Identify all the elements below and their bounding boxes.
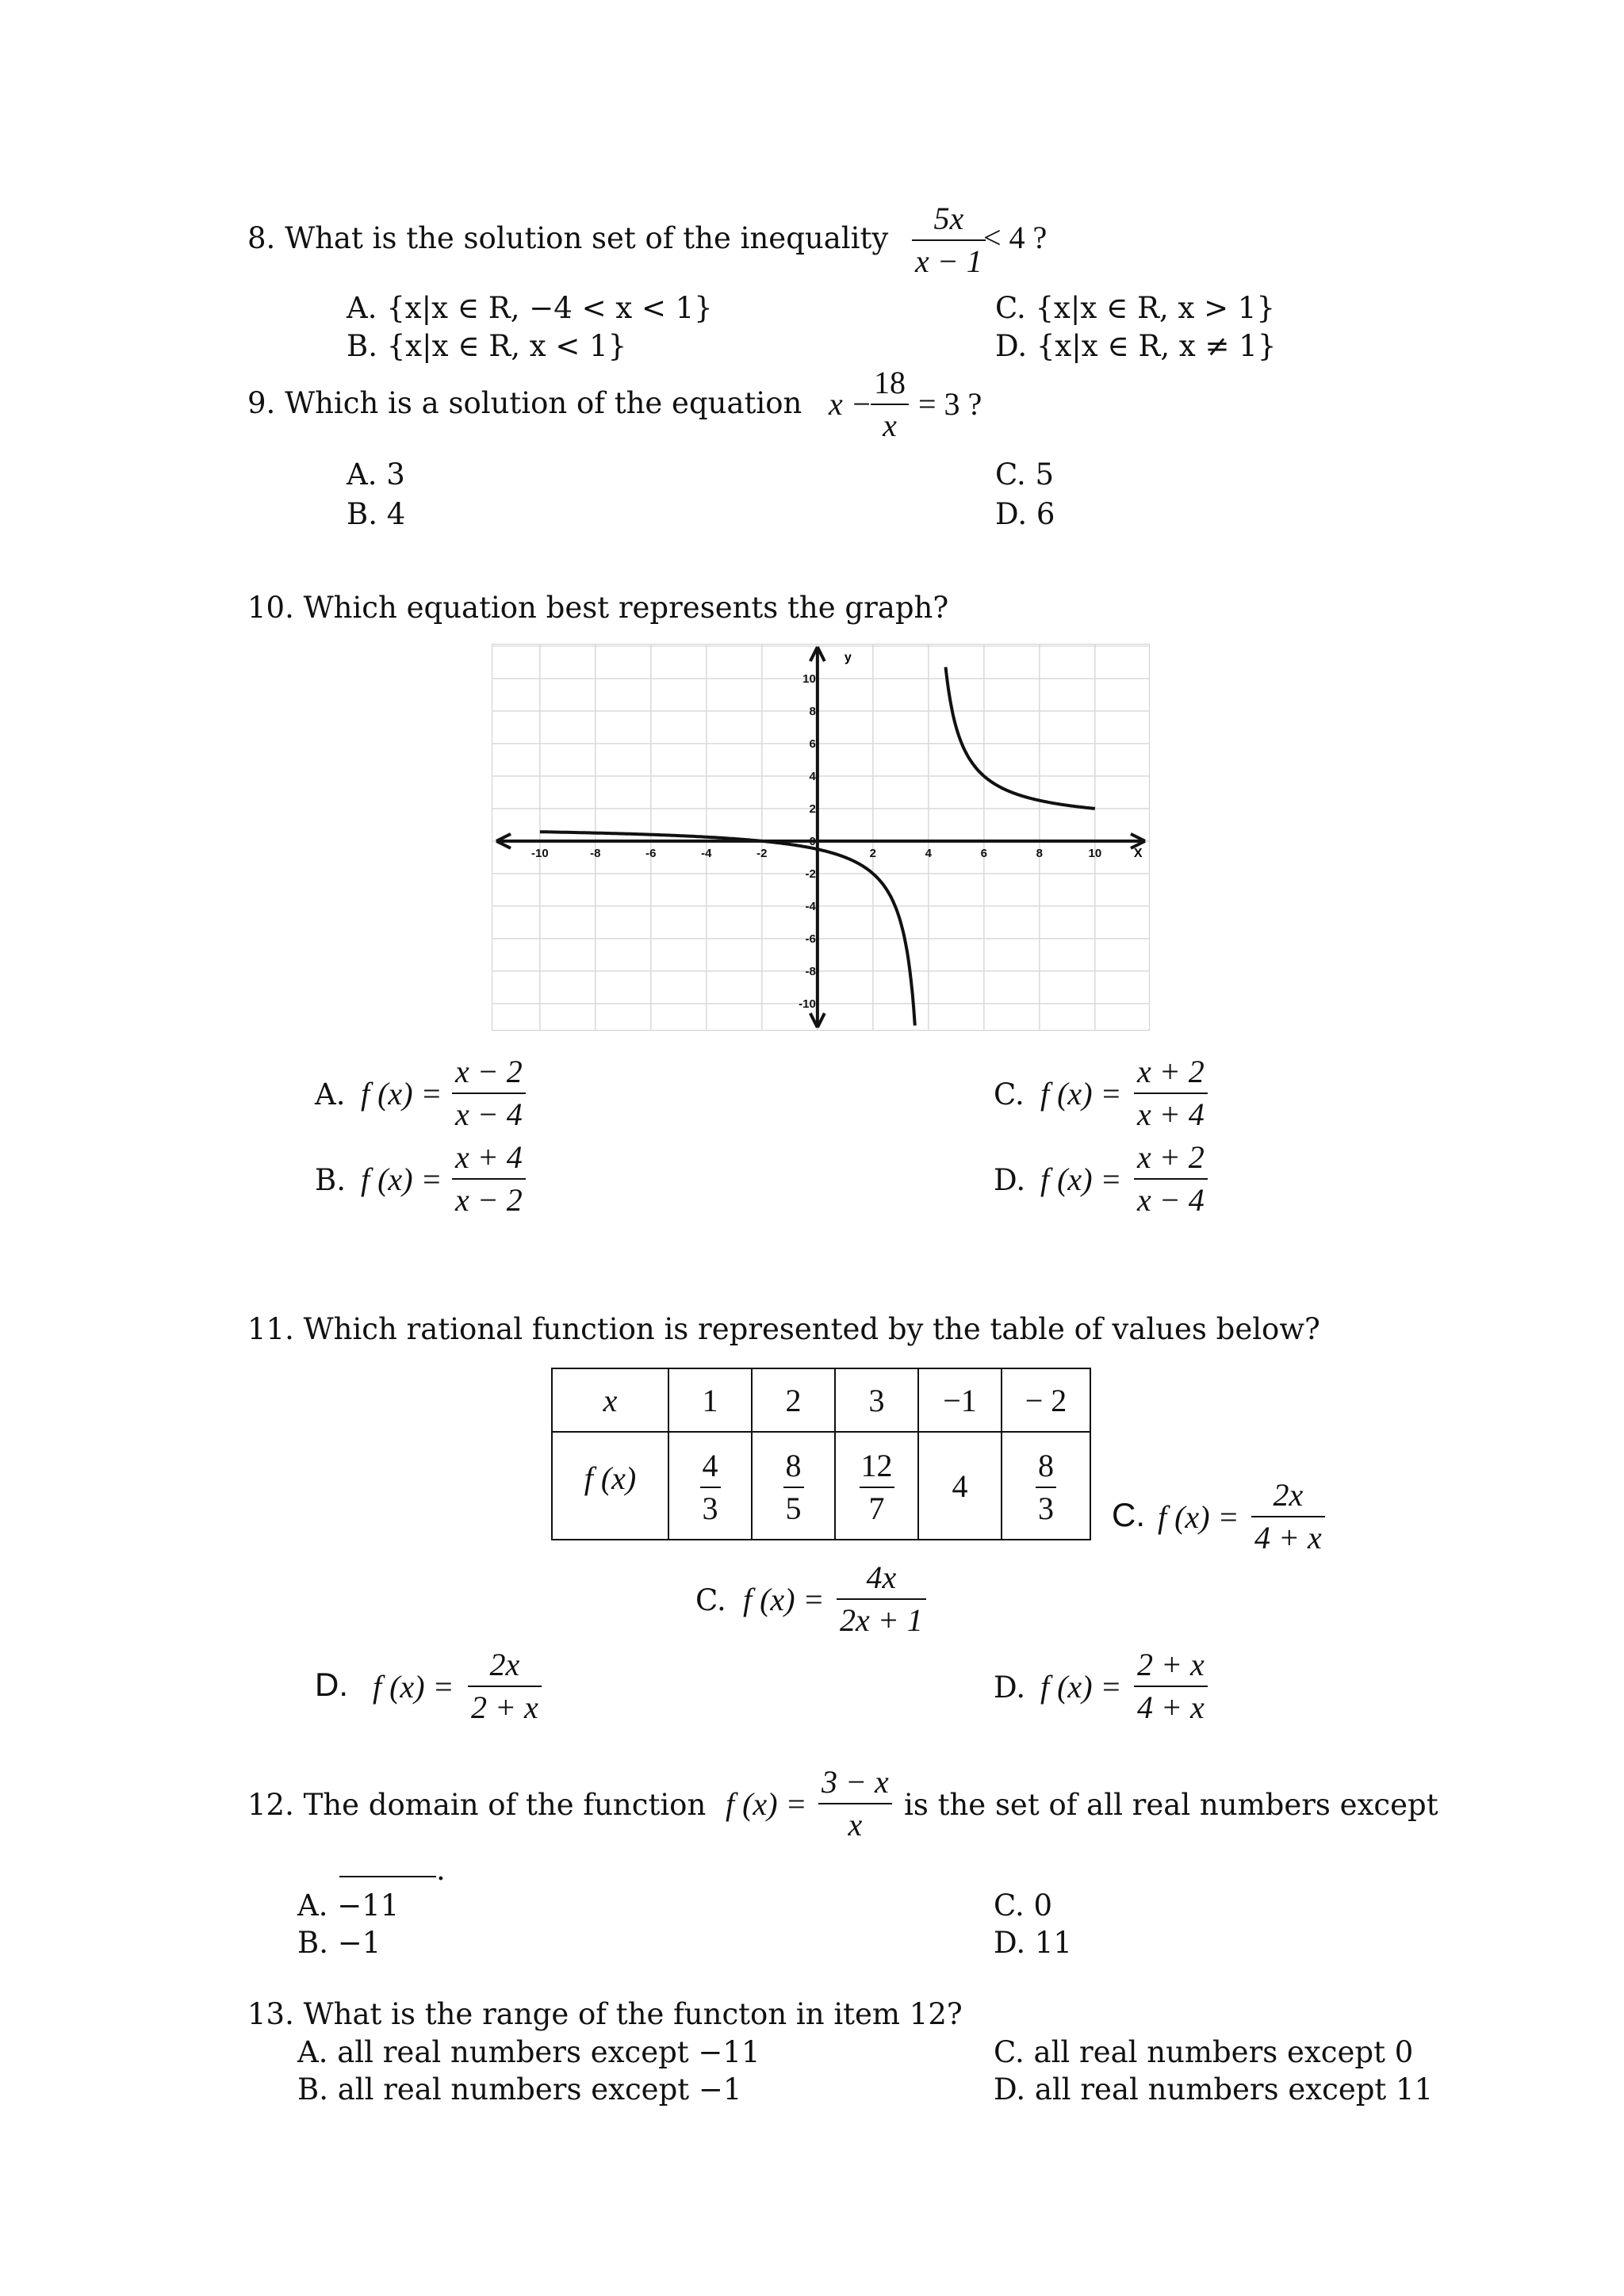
y-tick-label: -4: [805, 899, 816, 913]
q11-option-c1-letter[interactable]: C.: [1112, 1496, 1145, 1533]
q10-stem: 10. Which equation best represents the graph?: [247, 591, 949, 625]
q8-stem: 8. What is the solution set of the inequality: [247, 221, 889, 255]
table-cell: [1002, 1432, 1090, 1540]
q10-b-den: x − 2: [455, 1182, 523, 1218]
q13-stem: 13. What is the range of the functon in item 12?: [247, 1997, 963, 2031]
q11-d2-num: 2 + x: [1137, 1647, 1205, 1682]
x-tick-label: -4: [701, 846, 712, 860]
q12-option-b[interactable]: B. −1: [297, 1926, 381, 1960]
cell-num: 4: [702, 1448, 718, 1483]
q9-rhs: = 3 ?: [918, 386, 982, 422]
q10-option-c-fraction: [1134, 1056, 1208, 1131]
y-tick-label: -6: [805, 932, 816, 946]
table-cell: −1: [918, 1368, 1002, 1432]
q11-d1-den: 2 + x: [471, 1689, 538, 1725]
q11-c1-num: 2x: [1273, 1477, 1304, 1513]
q12-stem-a: 12. The domain of the function: [247, 1788, 707, 1822]
q13-option-c[interactable]: C. all real numbers except 0: [994, 2035, 1414, 2069]
q12-stem-b: is the set of all real numbers except: [904, 1788, 1438, 1822]
q8-relation: < 4 ?: [983, 220, 1048, 255]
q11-option-d2-fx: f (x) =: [1040, 1669, 1122, 1705]
table-cell: 1: [668, 1368, 752, 1432]
q12-frac-num: 3 − x: [822, 1764, 889, 1800]
q10-option-c-letter[interactable]: C.: [994, 1077, 1025, 1112]
q11-option-c2-fraction: [837, 1559, 926, 1638]
q11-option-c1-fx: f (x) =: [1158, 1499, 1239, 1535]
table-cell: 3: [835, 1368, 918, 1432]
cell-num: 8: [1038, 1448, 1054, 1483]
table-cell: 2: [752, 1368, 835, 1432]
q11-c2-num: 4x: [866, 1559, 897, 1595]
q10-d-den: x − 4: [1137, 1182, 1205, 1218]
table-cell: [752, 1432, 835, 1540]
q13-option-a[interactable]: A. all real numbers except −11: [297, 2035, 760, 2069]
table-cell: [668, 1432, 752, 1540]
cell-num: 8: [785, 1448, 802, 1483]
q9-option-d[interactable]: D. 6: [995, 497, 1055, 531]
q10-b-num: x + 4: [455, 1139, 523, 1175]
x-tick-label: -8: [590, 846, 601, 860]
q11-c2-den: 2x + 1: [840, 1602, 923, 1638]
x-tick-label: -10: [531, 846, 549, 860]
q10-option-a-letter[interactable]: A.: [315, 1077, 346, 1112]
table-cell: − 2: [1002, 1368, 1090, 1432]
cell-den: 7: [868, 1490, 885, 1526]
q8-frac-den: x − 1: [915, 243, 982, 279]
q11-stem: 11. Which rational function is represented by the table of values below?: [247, 1312, 1320, 1346]
q8-frac-num: 5x: [933, 201, 964, 236]
cell-num: 12: [860, 1448, 893, 1483]
q12-frac-den: x: [848, 1807, 863, 1843]
q8-option-c[interactable]: C. {x|x ∈ R, x > 1}: [995, 291, 1276, 325]
q10-option-b-letter[interactable]: B.: [315, 1163, 346, 1197]
q12-option-a[interactable]: A. −11: [297, 1888, 400, 1923]
y-tick-label: 4: [809, 769, 816, 783]
answer-blank[interactable]: [339, 1876, 436, 1877]
cell-den: 3: [1038, 1490, 1054, 1526]
q11-d1-num: 2x: [489, 1647, 520, 1682]
q10-option-a-fx: f (x) =: [361, 1076, 442, 1112]
x-tick-label: -6: [645, 846, 657, 860]
table-cell: 4: [918, 1432, 1002, 1540]
rational-function-graph: [492, 644, 1150, 1031]
q10-option-b-fraction: [452, 1139, 526, 1218]
q8-option-b[interactable]: B. {x|x ∈ R, x < 1}: [347, 329, 627, 363]
q10-c-den: x + 4: [1137, 1096, 1205, 1132]
table-row-fx: [552, 1432, 1090, 1540]
y-tick-label: -2: [805, 867, 816, 881]
q11-c1-den: 4 + x: [1254, 1520, 1322, 1556]
y-tick-label: 0: [809, 834, 816, 848]
q12-option-d[interactable]: D. 11: [994, 1926, 1072, 1960]
blank-period: .: [436, 1853, 446, 1887]
q8-option-d[interactable]: D. {x|x ∈ R, x ≠ 1}: [995, 329, 1277, 363]
q11-option-c2-fx: f (x) =: [743, 1582, 825, 1617]
q10-option-b-fx: f (x) =: [361, 1161, 442, 1197]
q11-option-d1-letter[interactable]: D.: [315, 1666, 348, 1703]
q9-frac-den: x: [883, 408, 897, 443]
q10-d-num: x + 2: [1137, 1139, 1205, 1175]
q9-option-b[interactable]: B. 4: [347, 497, 406, 531]
q9-frac-num: 18: [874, 365, 906, 400]
q9-fraction: [871, 367, 909, 442]
q10-option-d-letter[interactable]: D.: [994, 1163, 1026, 1197]
table-cell: [835, 1432, 918, 1540]
x-tick-label: 10: [1088, 846, 1102, 860]
y-tick-label: 2: [809, 802, 816, 816]
q10-a-den: x − 4: [455, 1096, 523, 1132]
x-tick-label: 6: [980, 846, 988, 860]
y-tick-label: -10: [799, 997, 816, 1011]
q10-option-c-fx: f (x) =: [1040, 1076, 1122, 1112]
table-row-x: [552, 1368, 1090, 1432]
q12-fx: f (x) =: [726, 1786, 807, 1822]
values-table: [551, 1368, 1091, 1540]
q8-option-a[interactable]: A. {x|x ∈ R, −4 < x < 1}: [347, 291, 713, 325]
q9-stem: 9. Which is a solution of the equation: [247, 386, 802, 420]
q9-option-c[interactable]: C. 5: [995, 457, 1055, 492]
q8-fraction: [912, 203, 986, 277]
q11-option-d2-letter[interactable]: D.: [994, 1670, 1026, 1705]
q13-option-b[interactable]: B. all real numbers except −1: [297, 2072, 742, 2107]
x-tick-label: 2: [869, 846, 877, 860]
cell-den: 3: [702, 1490, 718, 1526]
q9-lhs: x −: [829, 386, 872, 422]
y-tick-label: 6: [809, 737, 816, 751]
graph-y-axis-label: y: [844, 651, 852, 664]
q12-option-c[interactable]: C. 0: [994, 1888, 1053, 1923]
q13-option-d[interactable]: D. all real numbers except 11: [994, 2072, 1434, 2107]
graph-frame: [492, 644, 1150, 1031]
q11-option-d1-fx: f (x) =: [373, 1669, 454, 1705]
q11-option-d2-fraction: [1134, 1649, 1208, 1724]
q12-fraction: [818, 1766, 892, 1841]
graph-x-axis-label: X: [1133, 846, 1143, 860]
y-tick-label: 10: [802, 672, 816, 686]
table-header-x: x: [552, 1368, 668, 1432]
q10-option-d-fraction: [1134, 1139, 1208, 1218]
y-tick-label: -8: [805, 964, 816, 978]
x-tick-label: 8: [1036, 846, 1044, 860]
q10-option-a-fraction: [452, 1056, 526, 1131]
x-tick-label: -2: [756, 846, 768, 860]
q11-option-c2-letter[interactable]: C.: [695, 1583, 726, 1617]
y-tick-label: 8: [809, 704, 816, 718]
q9-option-a[interactable]: A. 3: [347, 457, 405, 492]
q11-d2-den: 4 + x: [1137, 1689, 1205, 1725]
cell-den: 5: [785, 1490, 802, 1526]
q10-a-num: x − 2: [455, 1054, 523, 1089]
q10-c-num: x + 2: [1137, 1054, 1205, 1089]
table-header-fx: f (x): [552, 1432, 668, 1540]
q11-option-c1-fraction: [1251, 1479, 1325, 1554]
x-tick-label: 4: [925, 846, 933, 860]
q10-option-d-fx: f (x) =: [1040, 1161, 1122, 1197]
q11-option-d1-fraction: [468, 1649, 542, 1724]
